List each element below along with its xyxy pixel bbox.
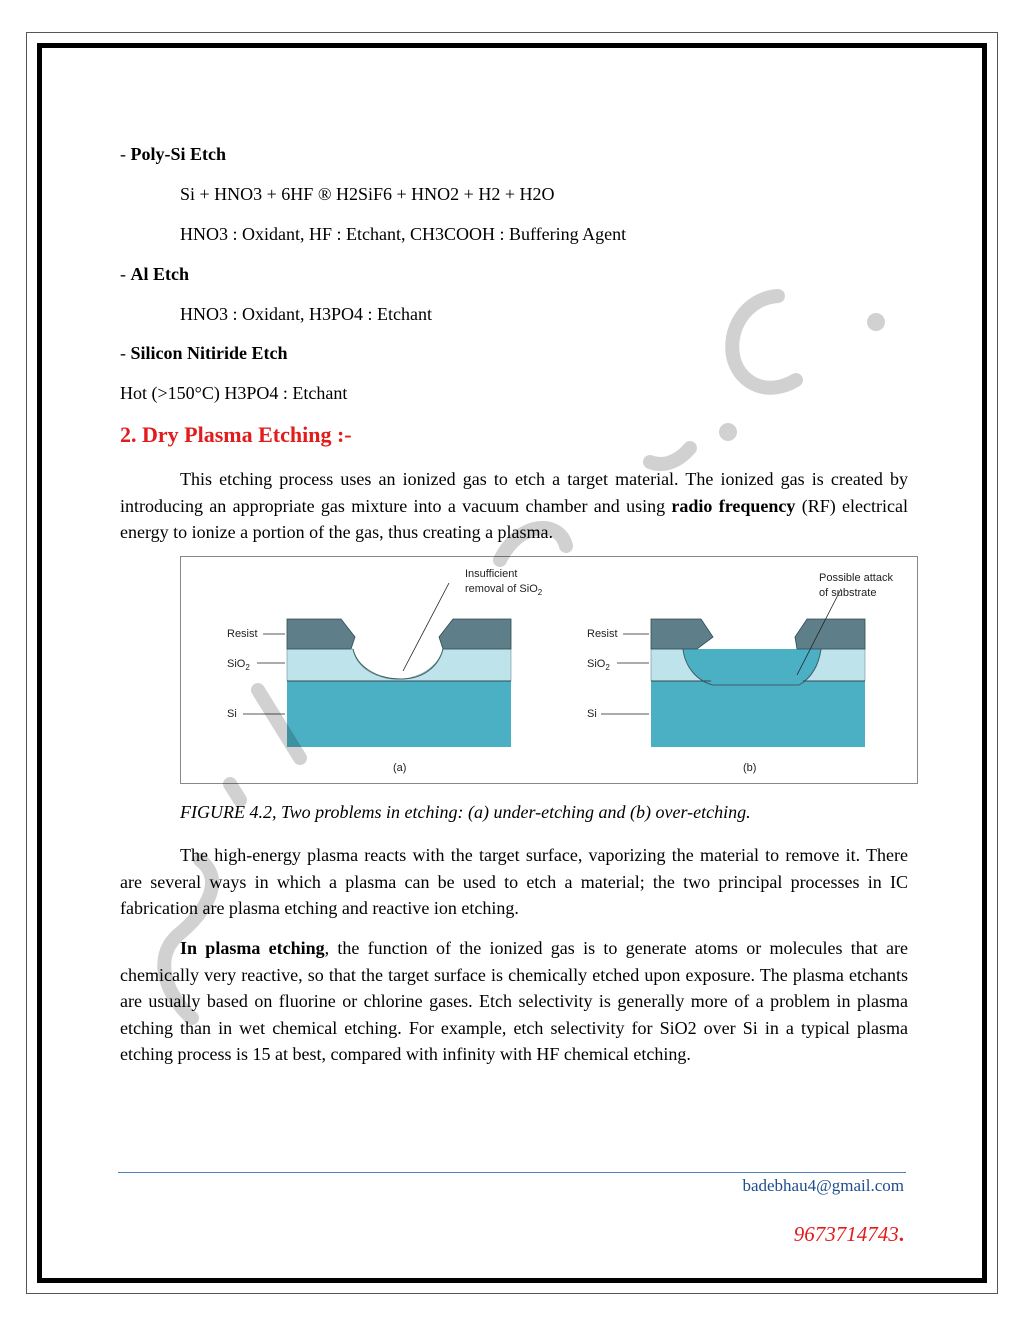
label-sio2-a: [227, 658, 250, 672]
label-si-b: Si: [587, 708, 597, 720]
section-heading: 2. Dry Plasma Etching :-: [120, 422, 352, 447]
footer-phone: [794, 1222, 904, 1246]
silicon-nitride-etch-title: Silicon Nitiride Etch: [130, 343, 288, 363]
poly-si-etch-title: Poly-Si Etch: [130, 144, 227, 164]
si-layer-a: [287, 681, 511, 747]
panel-b-label: (b): [743, 762, 757, 774]
sio2-layer-a: [287, 649, 511, 681]
list-dash: -: [120, 343, 131, 363]
paragraph-text: (RF) electrical energy to ionize a portion of the gas, thus creating a plasma.: [120, 495, 908, 542]
silicon-nitride-etch-heading: [120, 343, 288, 363]
footer-divider: [118, 1172, 906, 1173]
resist-right-a: [439, 619, 511, 649]
subscript: 2: [605, 663, 610, 672]
al-etch-heading: [120, 264, 189, 284]
poly-si-etch-heading: [120, 144, 226, 164]
paragraph-plasma-reaction: The high-energy plasma reacts with the target surface, vaporizing the material to remove it. There are several ways in which a plasma can be used to etch a material; the two principal processes in IC fabrication are plasma etching and reactive ion etching.: [120, 845, 908, 918]
subscript: 2: [537, 588, 543, 597]
resist-left-a: [287, 619, 355, 649]
al-etch-roles: HNO3 : Oxidant, H3PO4 : Etchant: [180, 304, 432, 324]
label-removal-sio2: [465, 583, 543, 597]
subscript: 2: [245, 663, 250, 672]
paragraph-plasma-etching: [120, 935, 908, 1068]
phone-number: 9673714743: [793, 1222, 899, 1246]
paragraph-text: , the function of the ionized gas is to generate atoms or molecules that are chemically very reactive, so that the target surface is chemically etched upon exposure. The plasma etchants are usually based on fluorine or chlorine gases. Etch selectivity is generally more of a problem in plasma etching than in wet chemical etching. For example, etch selectivity for SiO2 over Si in a typical plasma etching process is 15 at best, compared with infinity with HF chemical etching.: [120, 938, 908, 1064]
radio-frequency-term: radio frequency: [671, 495, 796, 516]
label-resist-a: Resist: [227, 628, 258, 640]
list-dash: -: [120, 264, 131, 284]
plasma-etching-term: In plasma etching: [180, 938, 325, 958]
sio2-text: SiO: [227, 658, 246, 670]
paragraph-text: This etching process uses an ionized gas to etch a target material. The ionized gas is created by introducing an appropriate gas mixture into a vacuum chamber and using: [120, 469, 908, 516]
label-of-substrate: of substrate: [819, 587, 877, 599]
etching-figure: [180, 556, 918, 784]
footer-email[interactable]: badebhau4@gmail.com: [742, 1176, 904, 1195]
label-si-a: Si: [227, 708, 237, 720]
poly-si-roles: HNO3 : Oxidant, HF : Etchant, CH3COOH : Buffering Agent: [180, 224, 627, 244]
panel-b: [587, 572, 893, 774]
panel-a: [227, 568, 543, 774]
resist-left-b: [651, 619, 713, 649]
list-dash: -: [120, 144, 131, 164]
label-sio2-b: [587, 658, 610, 672]
resist-right-b: [795, 619, 865, 649]
si-layer-b: [651, 681, 865, 747]
etching-diagram: [181, 557, 917, 783]
silicon-nitride-etch-roles: Hot (>150°C) H3PO4 : Etchant: [120, 383, 348, 403]
figure-caption: FIGURE 4.2, Two problems in etching: (a) under-etching and (b) over-etching.: [180, 802, 751, 822]
phone-dot: .: [898, 1222, 904, 1246]
sio2-text: SiO: [587, 658, 606, 670]
label-possible-attack: Possible attack: [819, 572, 893, 584]
etch-profile-b: [683, 649, 821, 685]
label-removal-text: removal of SiO: [465, 583, 538, 595]
label-resist-b: Resist: [587, 628, 618, 640]
label-insufficient: Insufficient: [465, 568, 518, 580]
panel-a-label: (a): [393, 762, 407, 774]
poly-si-equation: Si + HNO3 + 6HF ® H2SiF6 + HNO2 + H2 + H2O: [180, 184, 555, 204]
al-etch-title: Al Etch: [130, 264, 189, 284]
paragraph-dry-etching-intro: [120, 466, 908, 546]
